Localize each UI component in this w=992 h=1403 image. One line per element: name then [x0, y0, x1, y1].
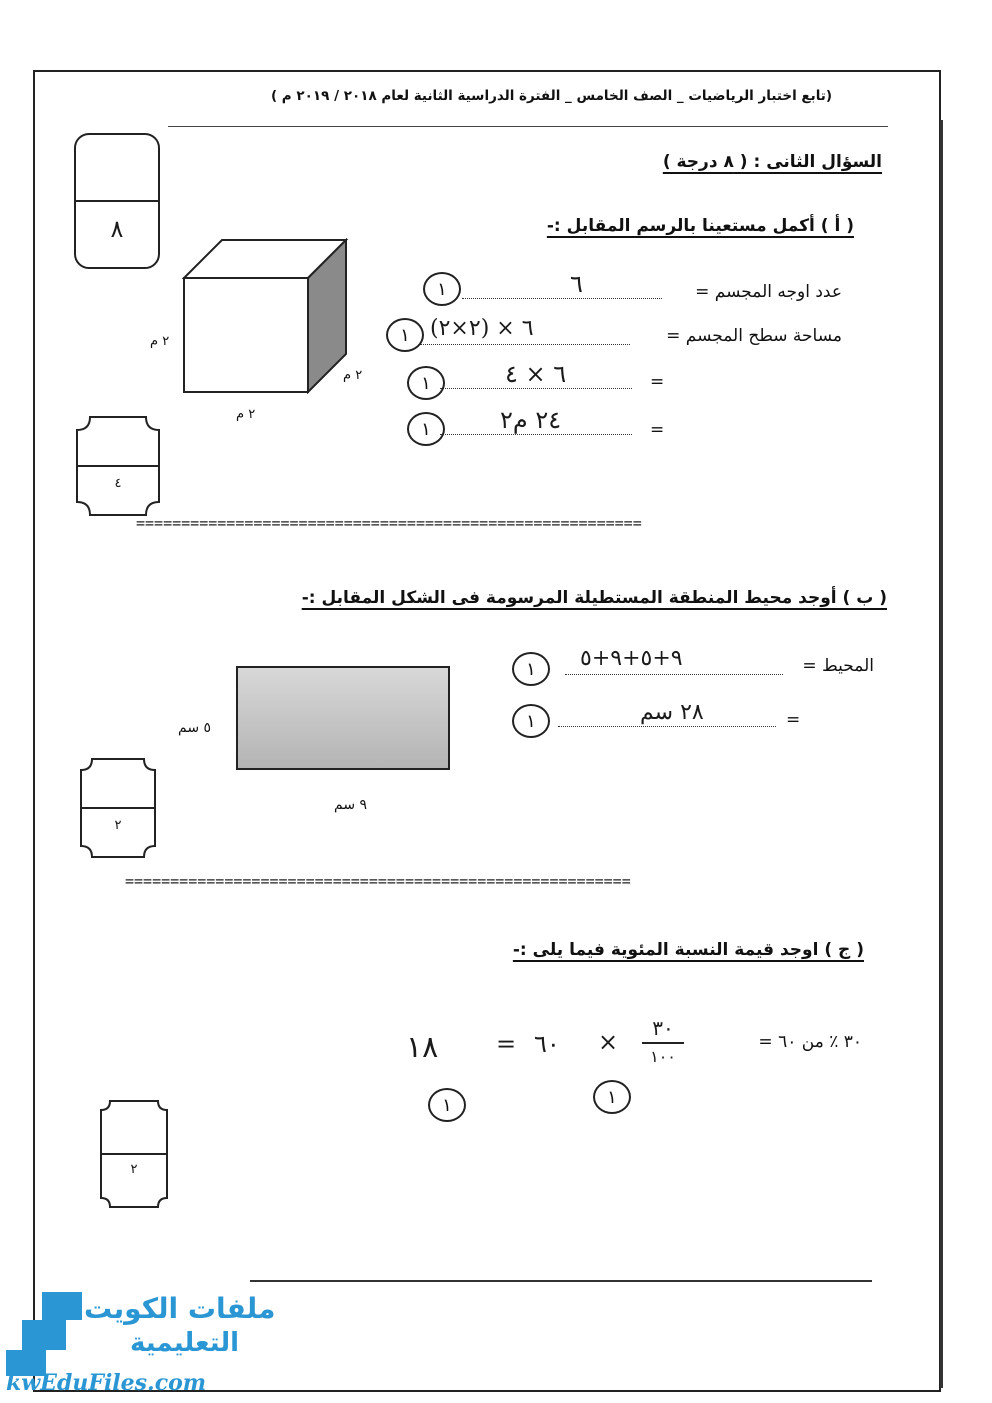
part-b-row-1-mark — [512, 652, 550, 686]
mark-value: ١ — [421, 372, 431, 394]
part-a-row-2-mark — [386, 318, 424, 352]
sixty-value: ٦٠ — [534, 1030, 560, 1058]
fraction-denominator: ١٠٠ — [650, 1047, 676, 1066]
page-frame-inner-right — [940, 120, 943, 1388]
part-a-row-2-line — [420, 344, 630, 345]
part-b-row-1-label: المحيط = — [802, 656, 874, 676]
part-a-row-2-label: مساحة سطح المجسم = — [666, 326, 842, 346]
question-title: السؤال الثانى : ( ٨ درجة ) — [662, 152, 882, 172]
cube-depth-label: ٢ م — [343, 368, 363, 383]
equals-sign: = — [496, 1030, 517, 1058]
part-c-score-box — [100, 1100, 168, 1208]
cube-diagram — [180, 238, 355, 398]
shaded-rectangle — [236, 666, 450, 770]
footer-rule — [250, 1280, 872, 1282]
part-c-score-value: ٢ — [130, 1162, 138, 1177]
total-score-box — [74, 133, 160, 269]
part-a-row-1-label: عدد اوجه المجسم = — [695, 282, 842, 302]
part-c-mark-1 — [428, 1088, 466, 1122]
part-b-title: ( ب ) أوجد محيط المنطقة المستطيلة المرسومة فى الشكل المقابل :- — [301, 588, 887, 608]
part-a-row-3-mark — [407, 366, 445, 400]
part-a-row-2-answer: ٦ × (٢×٢) — [430, 316, 534, 341]
mark-value: ١ — [400, 324, 410, 346]
part-a-row-4-line — [440, 434, 632, 435]
part-c-title: ( ج ) اوجد قيمة النسبة المئوية فيما يلى :- — [512, 940, 864, 960]
fraction-numerator: ٣٠ — [652, 1016, 674, 1040]
divider-2: ======================================================== — [125, 872, 631, 890]
part-b-row-1-line — [565, 674, 783, 675]
page-header: (تابع اختبار الرياضيات _ الصف الخامس _ الفترة الدراسية الثانية لعام ٢٠١٨ / ٢٠١٩ م ) — [270, 88, 832, 104]
part-a-row-3-answer: ٦ × ٤ — [505, 360, 567, 388]
mark-value: ١ — [421, 418, 431, 440]
page-frame — [33, 70, 941, 1392]
watermark-logo — [0, 1290, 276, 1403]
part-b-score-value: ٢ — [114, 818, 122, 833]
part-b-row-1-answer: ٩+٥+٩+٥ — [580, 646, 683, 671]
total-score-value: ٨ — [110, 215, 124, 243]
part-a-row-1-mark — [423, 272, 461, 306]
watermark-line-2: التعليمية — [130, 1328, 240, 1358]
watermark-line-1: ملفات الكويت — [84, 1292, 276, 1325]
watermark-site: kwEduFiles.com — [6, 1370, 207, 1396]
rect-width-label: ٩ سم — [334, 797, 368, 813]
part-b-row-2-line — [558, 726, 776, 727]
mark-value: ١ — [442, 1094, 452, 1116]
part-c-fraction — [638, 1016, 688, 1068]
times-sign: × — [598, 1028, 619, 1056]
part-b-row-2-label: = — [786, 710, 801, 730]
part-c-problem: ٣٠ ٪ من ٦٠ = — [758, 1032, 862, 1052]
part-a-score-box — [76, 416, 160, 516]
part-a-title: ( أ ) أكمل مستعينا بالرسم المقابل :- — [546, 216, 854, 236]
part-a-row-1-line — [462, 298, 662, 299]
cube-height-label: ٢ م — [150, 334, 170, 349]
part-b-row-2-answer: ٢٨ سم — [640, 700, 704, 725]
mark-value: ١ — [526, 710, 536, 732]
part-a-row-4-label: = — [650, 420, 665, 440]
part-c-mark-2 — [593, 1080, 631, 1114]
divider-1: ======================================================== — [136, 514, 642, 532]
mark-value: ١ — [526, 658, 536, 680]
part-b-row-2-mark — [512, 704, 550, 738]
header-rule — [168, 126, 888, 127]
part-a-row-1-answer: ٦ — [570, 270, 583, 298]
fraction-bar — [642, 1042, 684, 1044]
mark-value: ١ — [437, 278, 447, 300]
part-a-score-value: ٤ — [114, 476, 122, 491]
part-a-row-4-answer: ٢٤ م٢ — [500, 406, 562, 434]
result-value: ١٨ — [406, 1030, 439, 1065]
rect-height-label: ٥ سم — [178, 720, 212, 736]
part-a-row-3-line — [440, 388, 632, 389]
mark-value: ١ — [607, 1086, 617, 1108]
part-b-score-box — [80, 758, 156, 858]
part-a-row-3-label: = — [650, 372, 665, 392]
part-a-row-4-mark — [407, 412, 445, 446]
cube-width-label: ٢ م — [236, 407, 256, 422]
